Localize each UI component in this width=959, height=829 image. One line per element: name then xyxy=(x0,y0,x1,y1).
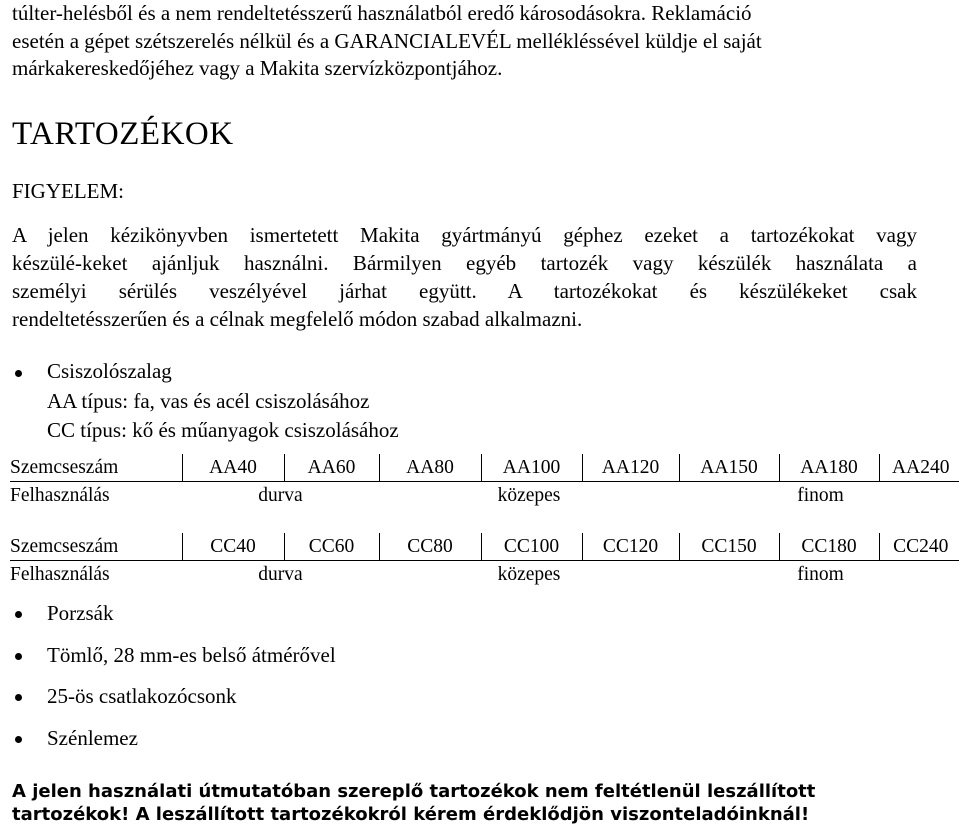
intro-line: túlter-helésből és a nem rendeltetésszerű használatból eredő károsodásokra. Reklamáció xyxy=(12,1,752,25)
section-title: TARTOZÉKOK xyxy=(12,116,234,152)
intro-line: márkakereskedőjéhez vagy a Makita szervízközpontjához. xyxy=(12,56,503,80)
grit-table-aa xyxy=(10,454,959,509)
grit-cell: CC120 xyxy=(582,533,679,561)
warning-line: rendeltetésszerűen és a célnak megfelelő módon szabad alkalmazni. xyxy=(12,307,583,331)
grit-cell: CC150 xyxy=(679,533,779,561)
grit-table-cc xyxy=(10,533,959,588)
accessory-item: Szénlemez xyxy=(47,726,138,750)
grit-cell: CC180 xyxy=(779,533,879,561)
bullet-icon xyxy=(12,367,32,387)
sanding-belt-title: Csiszolószalag xyxy=(47,359,172,383)
grit-cell: AA120 xyxy=(582,454,679,482)
sanding-belt-type-aa: AA típus: fa, vas és acél csiszolásához xyxy=(47,389,370,413)
warning-line: készülé-keket ajánljuk használni. Bármilyen egyéb tartozék vagy készülék használata a xyxy=(12,251,917,275)
use-cell: közepes xyxy=(497,564,561,585)
grit-cell: CC40 xyxy=(182,533,284,561)
footer-note xyxy=(12,780,947,826)
use-cell: durva xyxy=(258,564,303,585)
table-row xyxy=(10,454,959,482)
bullet-icon xyxy=(12,608,32,628)
use-cell: durva xyxy=(258,485,303,506)
grit-label: Szemcseszám xyxy=(10,454,182,482)
accessory-item: 25-ös csatlakozócsonk xyxy=(47,684,237,708)
intro-line: esetén a gépet szétszerelés nélkül és a GARANCIALEVÉL mellékléssével küldje el saját xyxy=(12,28,762,53)
bullet-icon xyxy=(12,733,32,753)
grit-cell: AA100 xyxy=(481,454,582,482)
table-row xyxy=(10,482,959,510)
table-row xyxy=(10,533,959,561)
bullet-icon xyxy=(12,650,32,670)
use-label: Felhasználás xyxy=(10,564,110,585)
table-row xyxy=(10,561,959,589)
grit-cell: AA80 xyxy=(379,454,481,482)
accessory-item: Tömlő, 28 mm-es belső átmérővel xyxy=(47,643,336,667)
footer-note-line: tartozékok! A leszállított tartozékokról kérem érdeklődjön viszonteladóinknál! xyxy=(12,804,810,825)
grit-cell: AA60 xyxy=(284,454,379,482)
grit-cell: CC80 xyxy=(379,533,481,561)
grit-cell: AA180 xyxy=(779,454,879,482)
use-cell: finom xyxy=(797,564,844,585)
grit-cell: CC100 xyxy=(481,533,582,561)
warning-label: FIGYELEM: xyxy=(12,179,124,203)
grit-cell: AA150 xyxy=(679,454,779,482)
grit-label: Szemcseszám xyxy=(10,533,182,561)
grit-cell: CC60 xyxy=(284,533,379,561)
warning-line: személyi sérülés veszélyével járhat együtt. A tartozékokat és készülékeket csak xyxy=(12,279,917,303)
sanding-belt-type-cc: CC típus: kő és műanyagok csiszolásához xyxy=(47,418,399,442)
intro-paragraph xyxy=(12,0,917,83)
footer-note-line: A jelen használati útmutatóban szereplő tartozékok nem feltétlenül leszállított xyxy=(12,781,816,802)
use-cell: közepes xyxy=(497,485,561,506)
grit-cell: AA240 xyxy=(879,454,959,482)
grit-cell: AA40 xyxy=(182,454,284,482)
warning-paragraph xyxy=(12,221,917,333)
bullet-icon xyxy=(12,691,32,711)
use-cell: finom xyxy=(797,485,844,506)
use-label: Felhasználás xyxy=(10,485,110,506)
grit-cell: CC240 xyxy=(879,533,959,561)
accessory-item: Porzsák xyxy=(47,601,114,625)
warning-line: A jelen kézikönyvben ismertetett Makita gyártmányú géphez ezeket a tartozékokat vagy xyxy=(12,223,917,247)
